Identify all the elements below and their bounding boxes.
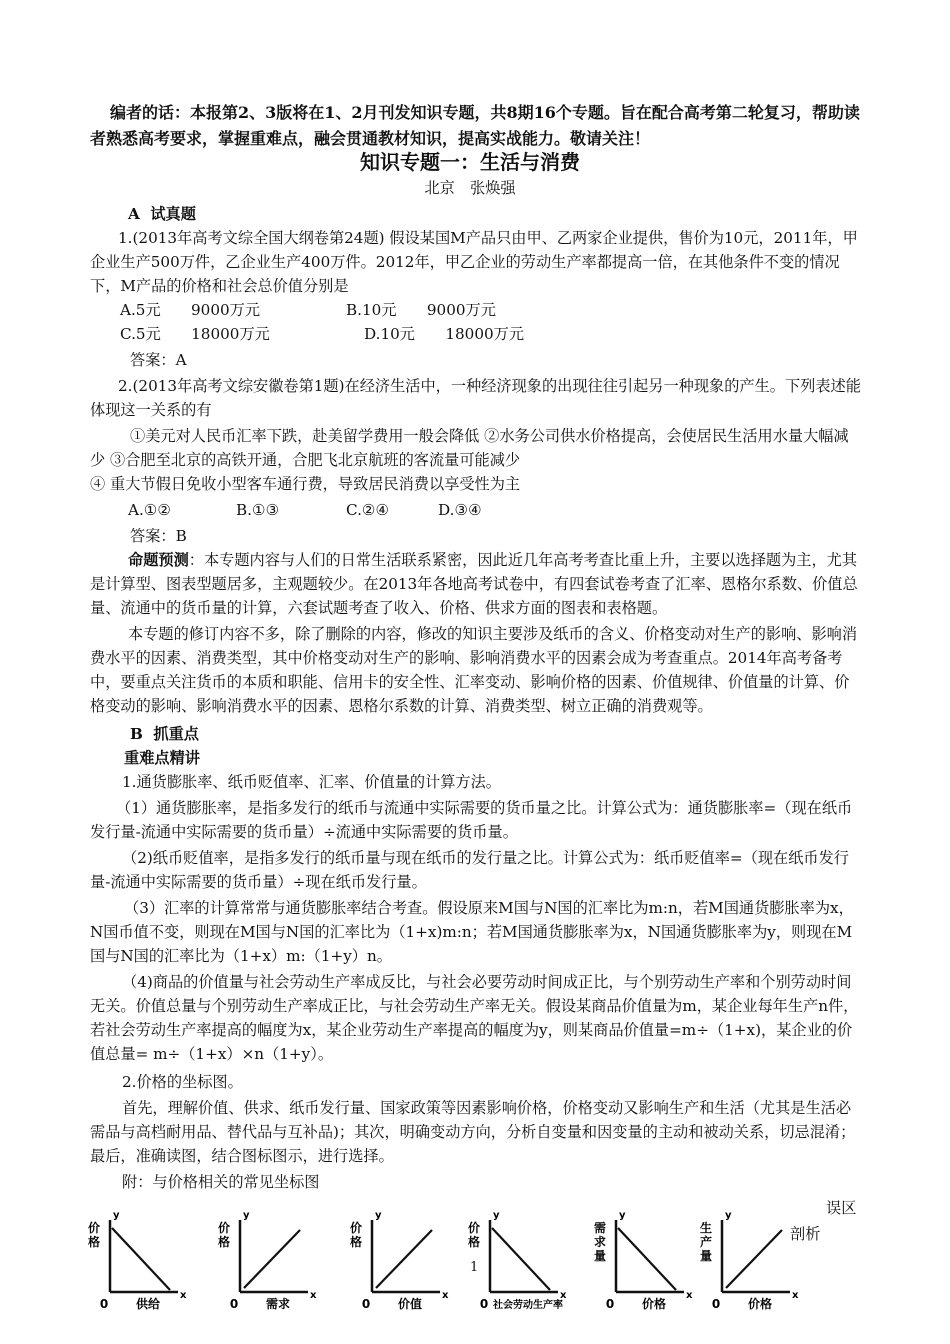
q2-answer: 答案：B <box>130 527 187 545</box>
revision-paragraph: 本专题的修订内容不多，除了删除的内容，修改的知识主要涉及纸币的含义、价格变动对生产的影响、影响消费水平的因素、消费类型，其中价格变动对生产的影响、影响消费水平的因素会成为考查重点。2014年高考备考中，要重点关注货币的本质和职能、信用卡的安全性、汇率变动、影响价格的因素、价值规律、价值量的计算、价格变动的影响、影响消费水平的因素、恩格尔系数的计算、消费类型、树立正确的消费观等。 <box>90 625 857 715</box>
graph-x-axis-letter: x <box>310 1290 317 1301</box>
graph-x-label: 供给 <box>135 1297 161 1311</box>
point-2-paragraph: 首先，理解价值、供求、纸币发行量、国家政策等因素影响价格，价格变动又影响生产和生活（尤其是生活必需品与高档耐用品、替代品与互补品)；其次，明确变动方向，分析自变量和因变量的主动和被动关系，切忌混淆；最后，准确读图，结合图标图示，进行选择。 <box>90 1099 856 1165</box>
q2-option-d: D.③④ <box>438 501 482 519</box>
graph-x-label: 价格 <box>641 1297 667 1311</box>
author: 北京 张焕强 <box>424 179 516 197</box>
point-1-item-1: （1）通货膨胀率，是指多发行的纸币与流通中实际需要的货币量之比。计算公式为：通货膨胀率=（现在纸币发行量-流通中实际需要的货币量）÷流通中实际需要的货币量。 <box>90 799 853 841</box>
graph-y-label: 需 <box>593 1221 607 1235</box>
graph-curve <box>492 1228 550 1290</box>
q1-option-d: D.10元 18000万元 <box>364 325 525 343</box>
side-label-1: 误区 <box>826 1199 857 1217</box>
graph-y-label: 价 <box>87 1221 101 1235</box>
graph-x-label: 价格 <box>747 1297 773 1311</box>
graph-x-axis-letter: x <box>180 1290 187 1301</box>
q2-option-a: A.①② <box>128 501 172 519</box>
graph-y-label: 价 <box>349 1221 363 1235</box>
point-2-title: 2.价格的坐标图。 <box>122 1073 243 1091</box>
graph-x-label: 价值 <box>397 1297 423 1311</box>
graph-y-label: 生 <box>699 1221 713 1235</box>
graph-curve <box>112 1228 170 1290</box>
question-2-items: ①美元对人民币汇率下跌，赴美留学费用一般会降低 ②水务公司供水价格提高，会使居民生活用水量大幅减少 ③合肥至北京的高铁开通，合肥飞北京航班的客流量可能减少 <box>90 427 849 469</box>
graph-y-label: 格 <box>87 1235 101 1249</box>
graph-curve <box>376 1230 432 1288</box>
graph-y-axis-letter: y <box>619 1210 626 1221</box>
graph-curve <box>726 1230 782 1288</box>
question-2-item4: ④ 重大节假日免收小型客车通行费，导致居民消费以享受性为主 <box>90 475 521 493</box>
page-number: 1 <box>470 1260 479 1275</box>
section-a-heading: A 试真题 <box>128 205 196 223</box>
appendix-caption: 附：与价格相关的常见坐标图 <box>122 1173 320 1191</box>
point-1-item-4: （4)商品的价值量与社会劳动生产率成反比，与社会必要劳动时间成正比，与个别劳动生产率和个别劳动时间无关。价值总量与个别劳动生产率成正比，与社会劳动生产率无关。假设某商品价值量为m，某企业每年生产n件，若社会劳动生产率提高的幅度为x，某企业劳动生产率提高的幅度为y，则某商品价值量=m÷（1+x)，某企业的价值总量= m÷（1+x）×n（1+y）。 <box>90 973 859 1063</box>
side-label-2: 剖析 <box>790 1225 821 1243</box>
section-b-heading: B 抓重点 <box>130 725 199 743</box>
graph-y-label: 价 <box>467 1221 481 1235</box>
forecast-paragraph <box>90 548 862 620</box>
point-1-item-2: （2)纸币贬值率，是指多发行的纸币量与现在纸币的发行量之比。计算公式为：纸币贬值率=（现在纸币发行量-流通中实际需要的货币量）÷现在纸币发行量。 <box>90 849 849 891</box>
graph-y-label: 量 <box>593 1249 607 1263</box>
graph-y-label: 产 <box>699 1235 713 1249</box>
price-graph-2 <box>218 1210 317 1311</box>
section-b-subheading: 重难点精讲 <box>124 749 200 767</box>
price-graph-6 <box>700 1210 799 1311</box>
graph-origin: 0 <box>99 1297 109 1311</box>
graph-y-label: 量 <box>699 1249 713 1263</box>
question-1-stem: 1.(2013年高考文综全国大纲卷第24题) 假设某国M产品只由甲、乙两家企业提供，售价为10元，2011年，甲企业生产500万件，乙企业生产400万件。2012年，甲乙企业的劳动生产率都提高一倍，在其他条件不变的情况下，M产品的价格和社会总价值分别是 <box>90 229 858 295</box>
question-2-stem: 2.(2013年高考文综安徽卷第1题)在经济生活中，一种经济现象的出现往往引起另一种现象的产生。下列表述能体现这一关系的有 <box>90 377 861 419</box>
graph-y-axis-letter: y <box>375 1210 382 1221</box>
graph-y-axis-letter: y <box>113 1210 120 1221</box>
price-graph-4 <box>468 1210 567 1311</box>
graph-origin: 0 <box>479 1297 489 1311</box>
graph-x-axis-letter: x <box>686 1290 693 1301</box>
graph-x-axis-letter: x <box>792 1290 799 1301</box>
graph-y-label: 格 <box>349 1235 363 1249</box>
graph-origin: 0 <box>361 1297 371 1311</box>
q1-option-b: B.10元 9000万元 <box>346 301 496 319</box>
graph-origin: 0 <box>711 1297 721 1311</box>
price-graph-1 <box>88 1210 187 1311</box>
q2-option-b: B.①③ <box>236 501 280 519</box>
q1-option-a: A.5元 9000万元 <box>120 301 261 319</box>
q2-option-c: C.②④ <box>346 501 390 519</box>
editor-note: 编者的话：本报第2、3版将在1、2月刊发知识专题，共8期16个专题。旨在配合高考第二轮复习，帮助读者熟悉高考要求，掌握重难点，融会贯通教材知识，提高实战能力。敬请关注！ <box>90 103 860 148</box>
graph-origin: 0 <box>229 1297 239 1311</box>
graph-y-axis-letter: y <box>243 1210 250 1221</box>
graph-y-label: 价 <box>217 1221 231 1235</box>
graph-y-label: 格 <box>217 1235 231 1249</box>
graph-y-label: 求 <box>593 1235 607 1249</box>
q1-answer: 答案：A <box>130 351 187 369</box>
point-1-title: 1.通货膨胀率、纸币贬值率、汇率、价值量的计算方法。 <box>122 773 501 791</box>
graph-origin: 0 <box>605 1297 615 1311</box>
graph-x-label: 社会劳动生产率 <box>493 1300 563 1311</box>
graph-y-axis-letter: y <box>725 1210 732 1221</box>
price-graph-5 <box>594 1210 693 1311</box>
graph-y-axis-letter: y <box>493 1210 500 1221</box>
forecast-text: ：本专题内容与人们的日常生活联系紧密，因此近几年高考考查比重上升，主要以选择题为主，尤其是计算型、图表型题居多，主观题较少。在2013年各地高考试卷中，有四套试卷考查了汇率、恩格尔系数、价值总量、流通中的货币量的计算，六套试题考查了收入、价格、供求方面的图表和表格题。 <box>90 551 858 617</box>
forecast-label: 命题预测 <box>128 551 189 569</box>
point-1-item-3: （3）汇率的计算常常与通货膨胀率结合考查。假设原来M国与N国的汇率比为m:n，若M国通货膨胀率为x，N国币值不变，则现在M国与N国的汇率比为（1+x)m:n；若M国通货膨胀率为x，N国通货膨胀率为y，则现在M国与N国的汇率比为（1+x）m:（1+y）n。 <box>90 899 854 965</box>
graph-x-axis-letter: x <box>560 1290 567 1301</box>
price-graph-3 <box>350 1210 449 1311</box>
graph-x-label: 需求 <box>265 1297 291 1311</box>
graph-x-axis-letter: x <box>442 1290 449 1301</box>
graph-y-label: 格 <box>467 1235 481 1249</box>
graph-curve <box>244 1230 300 1288</box>
graph-curve <box>618 1228 676 1290</box>
q1-option-c: C.5元 18000万元 <box>120 325 270 343</box>
page-title: 知识专题一：生活与消费 <box>360 150 580 174</box>
